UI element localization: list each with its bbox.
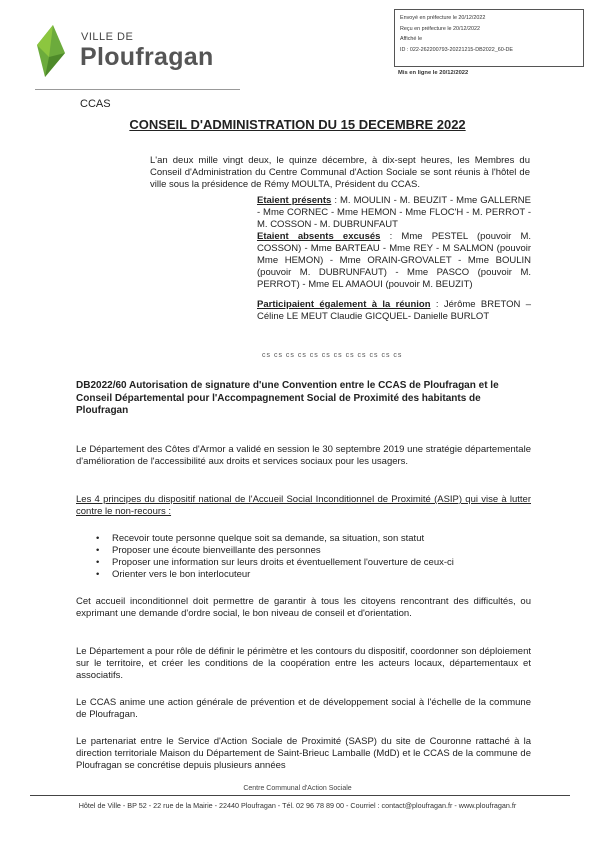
paragraph-partnership: Le partenariat entre le Service d'Action Sociale de Proximité (SASP) du site de Couronne rattaché à la direction territoriale Maison du Département de Saint-Brieuc Lamballe (MdD) et le CCAS de la commune de Ploufragan se concrétise depuis plusieurs années: [76, 736, 531, 771]
stamp-line-received: Reçu en préfecture le 20/12/2022: [400, 25, 481, 32]
excused-text: : Mme PESTEL (pouvoir M. COSSON) - Mme BARTEAU - Mme REY - M SALMON (pouvoir Mme HEMON) - Mme ORAIN-GROVALET - Mme BOULIN (pouvoir M. DUBRUNFAUT) - Mme PASCO (pouvoir M. PERROT) - Mme EL AMAOUI (pouvoir M. BEUZIT): [257, 231, 532, 290]
paragraph-department-role: Le Département a pour rôle de définir le périmètre et les contours du dispositif, coordonner son déploiement sur le territoire, et créer les conditions de la coopération entre les acteurs locaux, départementaux et associatifs.: [76, 646, 531, 681]
also-label: Participaient également à la réunion: [257, 299, 431, 310]
list-item: • Orienter vers le bon interlocuteur: [96, 569, 536, 581]
separator-ornament: cs cs cs cs cs cs cs cs cs cs cs cs: [262, 352, 403, 359]
footer-address: Hôtel de Ville - BP 52 - 22 rue de la Mairie - 22440 Ploufragan - Tél. 02 96 78 89 00 - Courriel : contact@ploufragan.fr - www.ploufragan.fr: [78, 801, 517, 810]
paragraph-ccas-role: Le CCAS anime une action générale de prévention et de développement social à l'échelle de la commune de Ploufragan.: [76, 697, 531, 720]
present-paragraph: [257, 195, 531, 231]
present-label: Etaient présents: [257, 195, 332, 206]
ploufragan-logo-icon: [35, 25, 69, 77]
ville-logo: [35, 25, 225, 80]
list-item: • Proposer une écoute bienveillante des personnes: [96, 545, 536, 557]
logo-small-text: VILLE DE: [81, 31, 134, 43]
online-date: Mis en ligne le 20/12/2022: [398, 70, 469, 76]
logo-big-text: Ploufragan: [80, 43, 214, 71]
footer-divider: [30, 795, 570, 796]
also-text: : Jérôme BRETON – Céline LE MEUT Claudie GICQUEL- Danielle BURLOT: [257, 299, 531, 322]
stamp-line-posted: Affiché le: [400, 36, 423, 42]
prefecture-stamp: [394, 9, 584, 67]
stamp-line-sent: Envoyé en préfecture le 20/12/2022: [400, 15, 486, 21]
principles-list: [96, 533, 536, 581]
logo-divider: [35, 89, 240, 90]
intro-paragraph: L'an deux mille vingt deux, le quinze décembre, à dix-sept heures, les Membres du Conseil d'Administration du Centre Communal d'Action Sociale se sont réunis à l'hôtel de ville sous la présidence de Rémy MOULTA, Président du CCAS.: [150, 155, 530, 190]
list-item: • Proposer une information sur leurs droits et éventuellement l'ouverture de ceux-ci: [96, 557, 536, 569]
excused-paragraph: [257, 231, 531, 291]
paragraph-strategy: Le Département des Côtes d'Armor a validé en session le 30 septembre 2019 une stratégie départementale d'amélioration de l'accessibilité aux droits et services sociaux pour les usagers.: [76, 444, 531, 467]
also-paragraph: [257, 299, 531, 323]
paragraph-principles: Les 4 principes du dispositif national de l'Accueil Social Inconditionnel de Proximité (ASIP) qui vise à lutter contre le non-recours :: [76, 494, 531, 517]
ccas-label: CCAS: [80, 98, 111, 110]
page-title: CONSEIL D'ADMINISTRATION DU 15 DECEMBRE 2022: [129, 117, 466, 132]
footer-organisation: Centre Communal d'Action Sociale: [243, 785, 352, 792]
deliberation-heading: DB2022/60 Autorisation de signature d'une Convention entre le CCAS de Ploufragan et le Conseil Départemental pour l'Accompagnement Social de Proximité des habitants de Ploufragan: [76, 380, 499, 416]
attendance-block: [257, 195, 531, 323]
present-text: : M. MOULIN - M. BEUZIT - Mme GALLERNE - Mme CORNEC - Mme HEMON - Mme FLOC'H - M. PERROT - M. COSSON - M. DUBRUNFAUT: [257, 195, 531, 230]
stamp-line-id: ID : 022-262200793-20221215-DB2022_60-DE: [400, 46, 513, 53]
excused-label: Etaient absents excusés: [257, 231, 381, 242]
list-item: • Recevoir toute personne quelque soit sa demande, sa situation, son statut: [96, 533, 536, 545]
paragraph-reception: Cet accueil inconditionnel doit permettre de garantir à tous les citoyens rencontrant des difficultés, ou exprimant une demande d'ordre social, le bon niveau de conseil et d'orientation.: [76, 596, 531, 619]
